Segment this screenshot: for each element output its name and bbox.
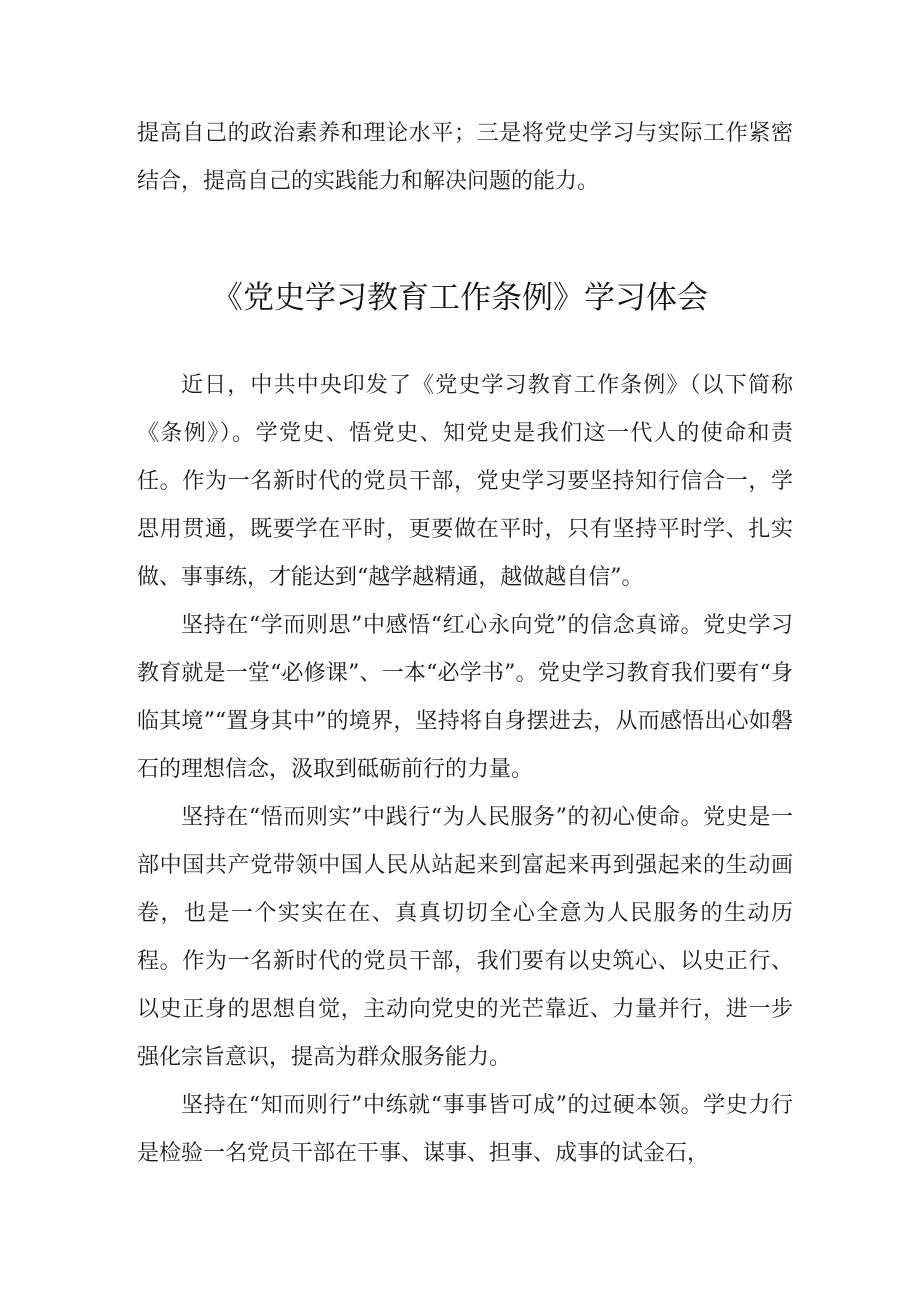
- paragraph-skills: 坚持在“知而则行”中练就“事事皆可成”的过硬本领。学史力行是检验一名党员干部在干事、谋事、担事、成事的试金石，: [137, 1093, 793, 1166]
- document-title: 《党史学习教育工作条例》学习体会: [212, 280, 708, 316]
- document-body: [137, 362, 793, 1178]
- continuation-text: [137, 110, 793, 206]
- paragraph-intro: 近日，中共中央印发了《党史学习教育工作条例》（以下简称《条例》）。学党史、悟党史、知党史是我们这一代人的使命和责任。作为一名新时代的党员干部，党史学习要坚持知行信合一，学思用贯通，既要学在平时，更要做在平时，只有坚持平时学、扎实做、事事练，才能达到“越学越精通，越做越自信”。: [137, 373, 793, 590]
- continuation-paragraph: 提高自己的政治素养和理论水平；三是将党史学习与实际工作紧密结合，提高自己的实践能力和解决问题的能力。: [137, 121, 793, 194]
- paragraph-mission: 坚持在“悟而则实”中践行“为人民服务”的初心使命。党史是一部中国共产党带领中国人民从站起来到富起来再到强起来的生动画卷，也是一个实实在在、真真切切全心全意为人民服务的生动历程。作为一名新时代的党员干部，我们要有以史筑心、以史正行、以史正身的思想自觉，主动向党史的光芒靠近、力量并行，进一步强化宗旨意识，提高为群众服务能力。: [137, 805, 793, 1070]
- paragraph-belief: 坚持在“学而则思”中感悟“红心永向党”的信念真谛。党史学习教育就是一堂“必修课”、一本“必学书”。党史学习教育我们要有“身临其境”“置身其中”的境界，坚持将自身摆进去，从而感悟出心如磐石的理想信念，汲取到砥砺前行的力量。: [137, 613, 793, 782]
